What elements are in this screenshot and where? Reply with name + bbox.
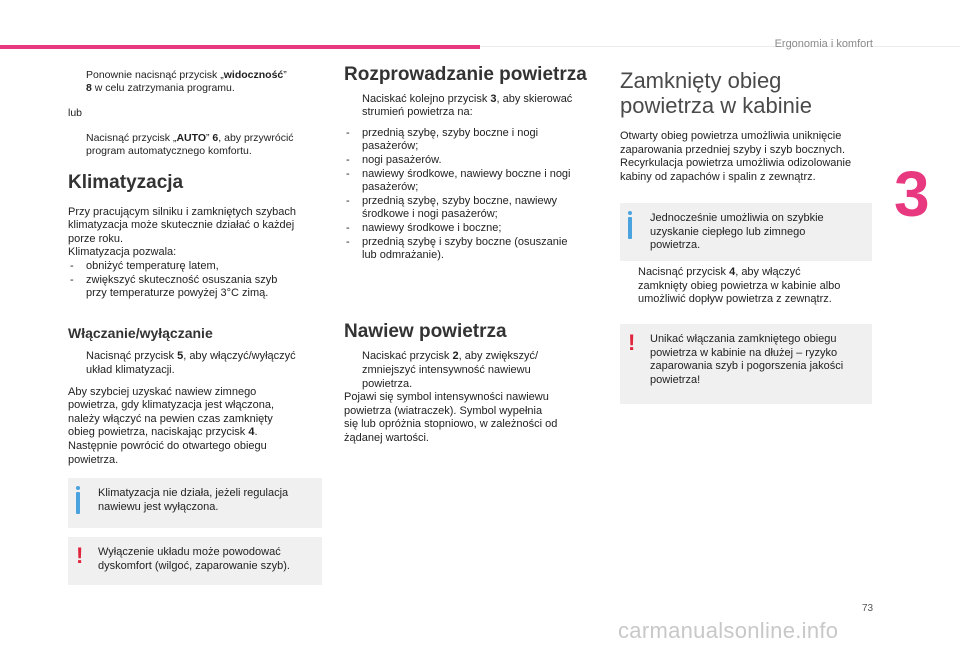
warning-note: ! Wyłączenie układu może powodować dyskomfort (wilgoć, zaparowanie szyb). — [68, 537, 322, 585]
step-bullet: Ponownie nacisnąć przycisk „widoczność” 8 w celu zatrzymania programu. — [86, 69, 287, 94]
step-bullet: Nacisnąć przycisk 4, aby włączyć zamknięty obieg powietrza w kabinie albo umożliwić dopływ powietrza z zewnątrz. — [638, 266, 841, 306]
info-icon — [76, 492, 80, 514]
paragraph: Otwarty obieg powietrza umożliwia uniknięcie zaparowania przedniej szyby i szyb bocznych. Recyrkulacja powietrza umożliwia odizolowanie kabiny od zapachów i spalin z zewnątrz. — [620, 130, 852, 183]
heading-rozprowadzanie: Rozprowadzanie powietrza — [344, 64, 587, 85]
or-text: lub — [68, 107, 83, 119]
heading-wlaczanie: Włączanie/wyłączanie — [68, 324, 213, 341]
column-3-step — [620, 266, 876, 307]
paragraph: Pojawi się symbol intensywności nawiewu powietrza (wiatraczek). Symbol wypełnia się lub opróżnia stopniowo, w zależności od żądanej wartości. — [344, 391, 558, 444]
list-item: - nawiewy środkowe, nawiewy boczne i nogi pasażerów; — [346, 167, 571, 194]
column-1 — [68, 69, 328, 467]
info-icon — [628, 217, 632, 239]
header-accent-bar — [0, 45, 480, 49]
info-note: Jednocześnie umożliwia on szybkie uzyskanie ciepłego lub zimnego powietrza. — [620, 203, 872, 261]
chapter-number: 3 — [894, 158, 930, 230]
paragraph: Przy pracującym silniku i zamkniętych szybach klimatyzacja może skutecznie działać o każdej porze roku. Klimatyzacja pozwala: — [68, 205, 297, 259]
list-item: - nogi pasażerów. — [346, 153, 442, 166]
list-item: - przednią szybę, szyby boczne i nogi pasażerów; — [346, 126, 539, 153]
list-item: - zwiększyć skuteczność osuszania szyb przy temperaturze powyżej 3°C zimą. — [70, 273, 278, 300]
step-bullet: Naciskać przycisk 2, aby zwiększyć/ zmniejszyć intensywność nawiewu powietrza. — [362, 350, 539, 390]
warning-note: ! Unikać włączania zamkniętego obiegu powietrza w kabinie na dłużej – ryzyko zaparowania szyb i pogorszenia jakości powietrza! — [620, 324, 872, 404]
header-rule — [480, 46, 960, 47]
column-2 — [344, 64, 600, 445]
step-bullet: Nacisnąć przycisk 5, aby włączyć/wyłączyć układ klimatyzacji. — [86, 350, 296, 376]
page-number: 73 — [862, 603, 874, 614]
list-item: - przednią szybę, szyby boczne, nawiewy środkowe i nogi pasażerów; — [346, 194, 558, 221]
watermark: carmanualsonline.info — [618, 618, 839, 643]
list-item: - obniżyć temperaturę latem, — [70, 259, 219, 272]
step-bullet: Nacisnąć przycisk „AUTO” 6, aby przywrócić program automatycznego komfortu. — [86, 132, 294, 157]
warning-icon: ! — [628, 330, 636, 355]
heading-nawiew: Nawiew powietrza — [344, 320, 507, 342]
column-3 — [620, 68, 876, 184]
heading-klimatyzacja: Klimatyzacja — [68, 172, 184, 193]
info-note: Klimatyzacja nie działa, jeżeli regulacja nawiewu jest wyłączona. — [68, 478, 322, 528]
list-item: - nawiewy środkowe i boczne; — [346, 221, 502, 234]
list-item: - przednią szybę i szyby boczne (osuszanie lub odmrażanie). — [346, 235, 568, 262]
step-bullet: Naciskać kolejno przycisk 3, aby skierować strumień powietrza na: — [362, 92, 573, 119]
paragraph: Aby szybciej uzyskać nawiew zimnego powietrza, gdy klimatyzacja jest włączona, należy włączyć na pewien czas zamknięty obieg powietrza, naciskając przycisk 4. Następnie powrócić do otwartego obiegu powietrza. — [68, 385, 275, 466]
section-title: Ergonomia i komfort — [774, 38, 873, 50]
heading-zamkniety-obieg: Zamknięty obieg powietrza w kabinie — [620, 68, 812, 118]
warning-icon: ! — [76, 543, 84, 568]
